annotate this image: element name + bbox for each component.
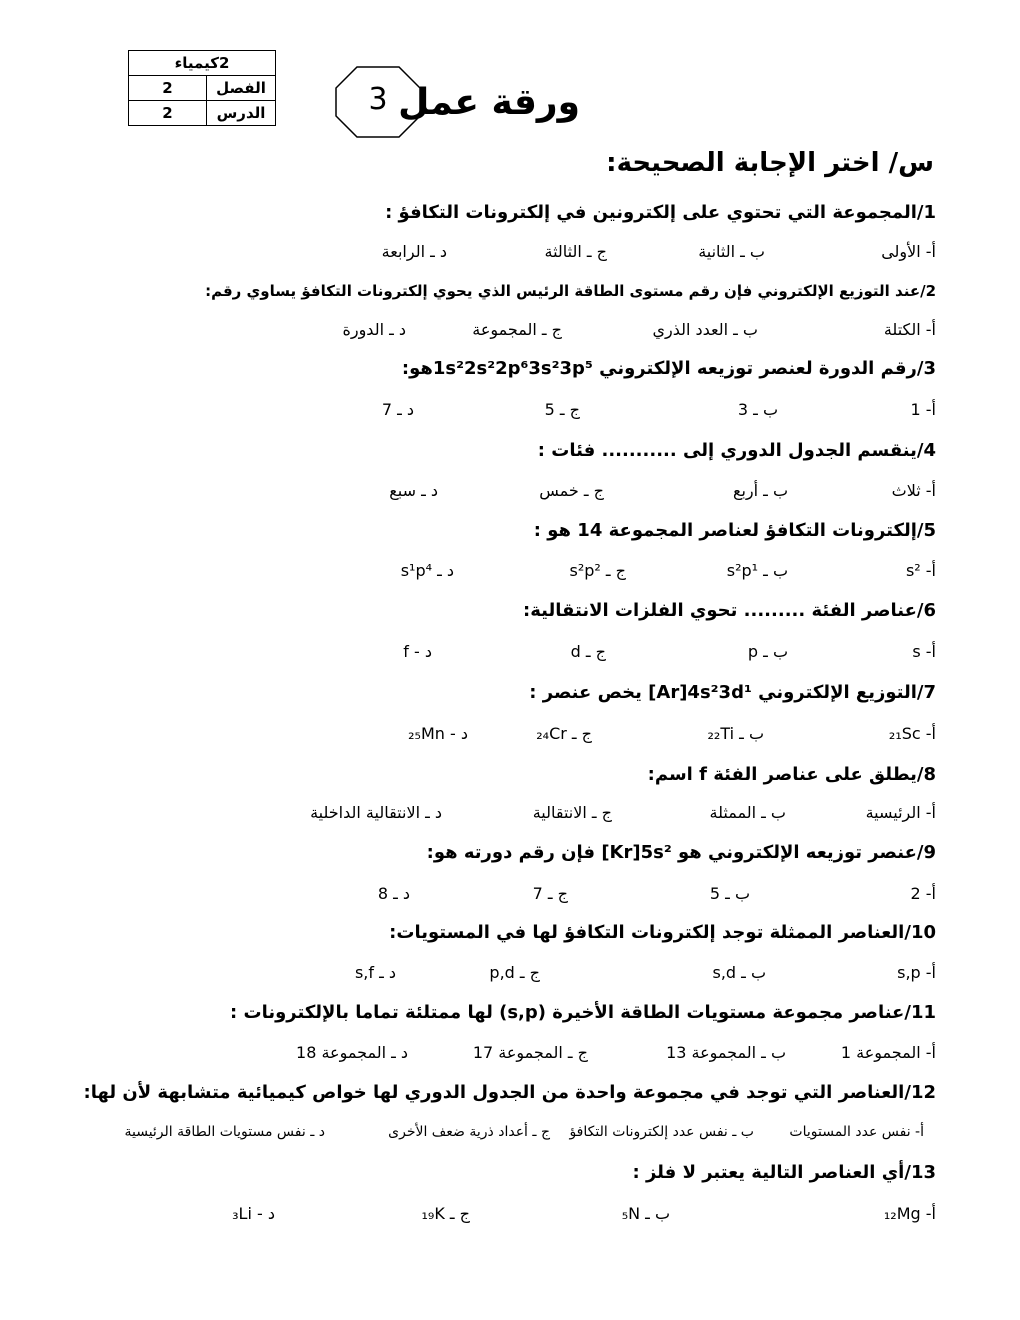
q4-option-d[interactable]: د ـ سبع [389, 481, 438, 500]
q9-option-d[interactable]: د ـ 8 [377, 884, 410, 903]
q3-option-b[interactable]: ب ـ 3 [737, 400, 778, 419]
q11-option-d[interactable]: د ـ المجموعة 18 [296, 1043, 408, 1062]
subject-cell: 2كيمياء [129, 51, 276, 76]
q5-option-b[interactable]: ب ـ s²p¹ [726, 561, 788, 580]
q3-option-a[interactable]: أ- 1 [910, 400, 936, 419]
question-4: 4/ينقسم الجدول الدوري إلى ........... فئات : [537, 440, 936, 461]
q8-option-b[interactable]: ب ـ الممثلة [709, 803, 786, 822]
q12-option-b[interactable]: ب ـ نفس عدد إلكترونات التكافؤ [569, 1124, 754, 1140]
q12-option-c[interactable]: ج ـ أعداد ذرية ضعف الأخرى [388, 1124, 550, 1140]
question-12: 12/العناصر التي توجد في مجموعة واحدة من الجدول الدوري لها خواص كيميائية متشابهة لأن لها: [83, 1082, 936, 1103]
q9-config: [Kr]5s² [601, 842, 672, 863]
q3-config: 1s²2s²2p⁶3s²3p⁵ [432, 358, 593, 379]
q5-option-c[interactable]: ج ـ s²p² [569, 561, 626, 580]
q6-option-d[interactable]: د - f [403, 642, 432, 661]
q7-option-b[interactable]: ب ـ ₂₂Ti [707, 724, 764, 743]
q2-option-d[interactable]: د ـ الدورة [342, 320, 406, 339]
q13-option-a[interactable]: أ- ₁₂Mg [883, 1204, 936, 1223]
q4-option-a[interactable]: أ- ثلاث [891, 481, 936, 500]
q1-option-c[interactable]: ج ـ الثالثة [544, 242, 607, 261]
q2-option-c[interactable]: ج ـ المجموعة [472, 320, 562, 339]
q8-option-a[interactable]: أ- الرئيسية [865, 803, 936, 822]
question-7: 7/التوزيع الإلكتروني [Ar]4s²3d¹ يخص عنصر : [529, 682, 936, 703]
q3-option-c[interactable]: ج ـ 5 [544, 400, 580, 419]
q10-option-c[interactable]: ج ـ p,d [489, 963, 540, 982]
q9-option-c[interactable]: ج ـ 7 [532, 884, 568, 903]
q13-option-d[interactable]: د - ₃Li [232, 1204, 275, 1223]
q9-option-a[interactable]: أ- 2 [910, 884, 936, 903]
question-11: 11/عناصر مجموعة مستويات الطاقة الأخيرة (s,p) لها ممتلئة تماما بالإلكترونات : [230, 1002, 936, 1023]
q13-option-b[interactable]: ب ـ ₅N [621, 1204, 670, 1223]
q6-option-b[interactable]: ب ـ p [747, 642, 788, 661]
q1-option-b[interactable]: ب ـ الثانية [698, 242, 765, 261]
lesson-label: الدرس [207, 101, 276, 126]
q7-option-a[interactable]: أ- ₂₁Sc [888, 724, 936, 743]
question-6: 6/عناصر الفئة ......... تحوي الفلزات الانتقالية: [523, 600, 936, 621]
q13-option-c[interactable]: ج ـ ₁₉K [421, 1204, 470, 1223]
question-1: 1/المجموعة التي تحتوي على إلكترونين في إلكترونات التكافؤ : [385, 202, 936, 223]
q2-option-b[interactable]: ب ـ العدد الذري [652, 320, 758, 339]
chapter-label: الفصل [207, 76, 276, 101]
q10-option-b[interactable]: ب ـ s,d [712, 963, 766, 982]
question-8: 8/يطلق على عناصر الفئة f اسم: [647, 764, 936, 785]
sheet-number: 3 [368, 82, 388, 117]
chapter-value: 2 [129, 76, 207, 101]
info-table [128, 50, 276, 126]
q6-option-c[interactable]: ج ـ d [570, 642, 606, 661]
q2-option-a[interactable]: أ- الكتلة [883, 320, 936, 339]
q9-option-b[interactable]: ب ـ 5 [709, 884, 750, 903]
q8-option-d[interactable]: د ـ الانتقالية الداخلية [310, 803, 442, 822]
lesson-value: 2 [129, 101, 207, 126]
q4-option-c[interactable]: ج ـ خمس [539, 481, 604, 500]
question-2: 2/عند التوزيع الإلكتروني فإن رقم مستوى الطاقة الرئيس الذي يحوي إلكترونات التكافؤ يساوي رقم: [205, 282, 936, 300]
q11-option-a[interactable]: أ- المجموعة 1 [840, 1043, 936, 1062]
question-5: 5/إلكترونات التكافؤ لعناصر المجموعة 14 هو : [533, 520, 936, 541]
q7-config: [Ar]4s²3d¹ [648, 682, 752, 703]
q8-option-c[interactable]: ج ـ الانتقالية [532, 803, 612, 822]
q4-option-b[interactable]: ب ـ أربع [732, 481, 788, 500]
q12-option-a[interactable]: أ- نفس عدد المستويات [789, 1124, 924, 1140]
q7-option-c[interactable]: ج ـ ₂₄Cr [536, 724, 592, 743]
q10-option-a[interactable]: أ- s,p [897, 963, 936, 982]
q12-option-d[interactable]: د ـ نفس مستويات الطاقة الرئيسية [124, 1124, 325, 1140]
q1-option-a[interactable]: أ- الأولى [881, 242, 936, 261]
question-3: 3/رقم الدورة لعنصر توزيعه الإلكتروني 1s²2s²2p⁶3s²3p⁵هو: [401, 358, 936, 379]
question-13: 13/أي العناصر التالية يعتبر لا فلز : [632, 1162, 936, 1183]
question-9: 9/عنصر توزيعه الإلكتروني هو [Kr]5s² فإن رقم دورته هو: [426, 842, 936, 863]
q11-option-c[interactable]: ج ـ المجموعة 17 [472, 1043, 588, 1062]
q7-option-d[interactable]: د - ₂₅Mn [408, 724, 468, 743]
q5-option-a[interactable]: أ- s² [905, 561, 936, 580]
question-10: 10/العناصر الممثلة توجد إلكترونات التكافؤ لها في المستويات: [389, 922, 936, 943]
q3-option-d[interactable]: د ـ 7 [381, 400, 414, 419]
worksheet-title: ورقة عمل [398, 82, 580, 123]
q1-option-d[interactable]: د ـ الرابعة [381, 242, 447, 261]
q5-option-d[interactable]: د ـ s¹p⁴ [400, 561, 454, 580]
q11-option-b[interactable]: ب ـ المجموعة 13 [666, 1043, 786, 1062]
instruction-heading: س/ اختر الإجابة الصحيحة: [606, 148, 934, 178]
q10-option-d[interactable]: د ـ s,f [354, 963, 396, 982]
q6-option-a[interactable]: أ- s [912, 642, 936, 661]
